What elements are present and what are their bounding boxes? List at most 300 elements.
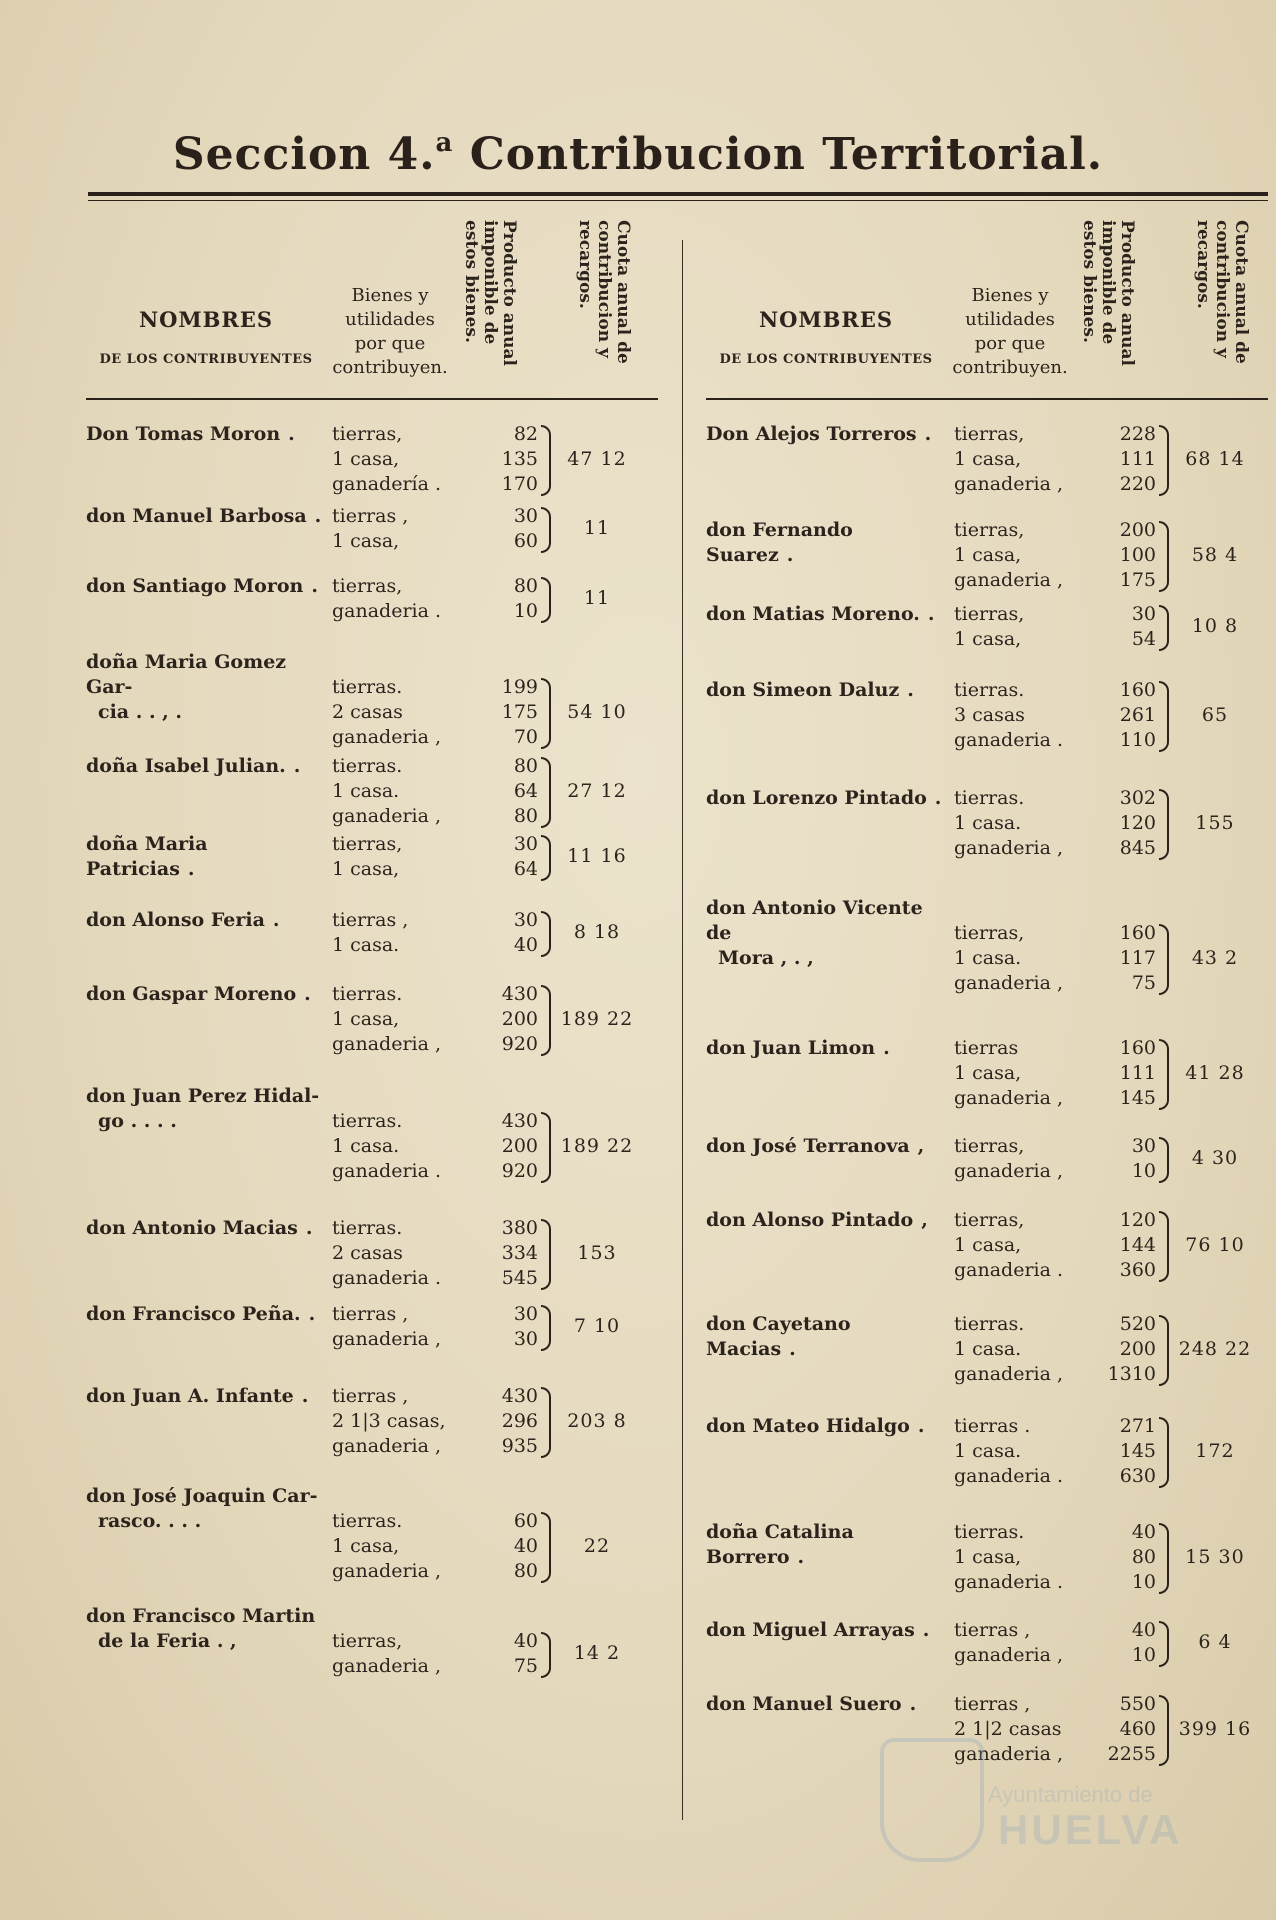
product-value: 10 <box>1131 1644 1156 1666</box>
property-item: ganadería . <box>332 473 442 495</box>
property-item: 1 casa, <box>954 1062 1022 1084</box>
contributor-name <box>86 1484 322 1534</box>
property-items <box>954 678 1094 753</box>
product-value: 935 <box>501 1435 538 1457</box>
property-item: ganaderia . <box>332 1267 442 1289</box>
contributor-name-line2: . <box>187 858 195 880</box>
contributor-name <box>706 602 942 627</box>
property-item: 1 casa, <box>954 544 1022 566</box>
contributor-name <box>86 574 322 599</box>
contributor-name-line1: don Gaspar Moreno <box>86 983 297 1005</box>
cuota-value: 58 4 <box>1191 543 1239 566</box>
product-value: 30 <box>1131 603 1156 625</box>
contributor-name-line2: . <box>311 575 318 597</box>
product-value: 30 <box>513 1303 538 1325</box>
product-values <box>1098 678 1156 753</box>
contributor-name-line2: . <box>314 505 322 527</box>
property-item: 2 casas <box>332 701 403 723</box>
title-sub: Contribucion Territorial. <box>469 129 1104 180</box>
contributor-name-line2: go . . . . <box>98 1110 177 1132</box>
product-value: 75 <box>513 1655 538 1677</box>
property-item: tierras <box>954 1037 1019 1059</box>
cuota-value: 11 <box>583 517 611 539</box>
property-item: tierras. <box>332 676 403 698</box>
product-value: 40 <box>513 1630 538 1652</box>
product-value: 30 <box>513 1328 538 1350</box>
product-values <box>480 908 538 958</box>
contributor-name <box>86 754 322 779</box>
property-items <box>332 908 472 958</box>
brace-mark <box>1159 425 1169 496</box>
property-item: ganaderia . <box>954 1571 1064 1593</box>
property-item: 1 casa. <box>954 1338 1022 1360</box>
header-names <box>86 307 326 367</box>
property-items <box>954 921 1094 996</box>
product-values <box>1098 921 1156 996</box>
product-value: 199 <box>501 676 538 698</box>
contributor-name-line1: don Santiago Moron <box>86 575 304 597</box>
contributor-name-line1: don Antonio Macias <box>86 1217 298 1239</box>
product-value: 430 <box>501 1110 538 1132</box>
property-item: tierras , <box>332 1303 409 1325</box>
product-value: 296 <box>501 1410 538 1432</box>
product-values <box>480 832 538 882</box>
property-item: ganaderia , <box>332 805 442 827</box>
product-value: 30 <box>513 505 538 527</box>
cuota-value: 7 10 <box>573 1315 621 1337</box>
product-value: 40 <box>1131 1619 1156 1641</box>
property-item: 1 casa, <box>954 448 1022 470</box>
property-item: ganaderia , <box>954 1363 1064 1385</box>
brace-mark <box>541 1112 551 1183</box>
brace-mark <box>541 1219 551 1290</box>
cuota-value: 4 30 <box>1191 1147 1239 1169</box>
brace-mark <box>1159 924 1169 995</box>
property-item: 1 casa. <box>332 1135 400 1157</box>
product-values <box>480 754 538 829</box>
product-value: 550 <box>1119 1693 1156 1715</box>
product-value: 145 <box>1119 1440 1156 1462</box>
cuota-value: 22 <box>583 1534 611 1557</box>
page-title <box>0 128 1276 180</box>
product-value: 110 <box>1119 729 1156 751</box>
contributor-name-line1: Don Alejos Torreros <box>706 423 917 445</box>
product-values <box>1098 1520 1156 1595</box>
brace-mark <box>541 757 551 828</box>
cuota-value: 155 <box>1195 811 1235 834</box>
product-value: 920 <box>501 1033 538 1055</box>
property-item: ganaderia . <box>954 1259 1064 1281</box>
brace-mark <box>1159 1523 1169 1594</box>
property-item: ganaderia . <box>332 600 442 622</box>
contributor-name <box>706 1414 942 1439</box>
property-items <box>332 1109 472 1184</box>
brace-mark <box>1159 1039 1169 1110</box>
property-item: tierras. <box>954 1313 1025 1335</box>
product-value: 80 <box>513 575 538 597</box>
contributor-name <box>706 1618 942 1643</box>
contributor-name-line1: don Juan Limon <box>706 1037 876 1059</box>
contributor-name-line1: doña Maria Patricias <box>86 833 208 880</box>
product-values <box>1098 1618 1156 1668</box>
contributor-name-line1: don Mateo Hidalgo <box>706 1415 910 1437</box>
property-items <box>332 1509 472 1584</box>
contributor-name-line1: don Alonso Feria <box>86 909 265 931</box>
contributor-name <box>86 982 322 1007</box>
title-ordinal: a <box>435 128 454 158</box>
contributor-name-line2: . <box>786 544 794 566</box>
title-rule-thick <box>88 192 1268 196</box>
header-names-big: NOMBRES <box>138 307 274 332</box>
contributor-name-line2: . <box>308 1303 316 1325</box>
cuota-value: 15 30 <box>1185 1545 1245 1568</box>
product-values <box>1098 1208 1156 1283</box>
property-items <box>954 1312 1094 1387</box>
cuota-value: 47 12 <box>567 447 627 470</box>
brace-mark <box>1159 1315 1169 1386</box>
product-value: 360 <box>1119 1259 1156 1281</box>
contributor-name-line1: don José Terranova <box>706 1135 910 1157</box>
contributor-name-line1: don Francisco Martin <box>86 1605 316 1627</box>
property-items <box>332 832 472 882</box>
product-value: 30 <box>513 909 538 931</box>
property-item: tierras, <box>954 1135 1025 1157</box>
contributor-name <box>86 504 322 529</box>
product-value: 80 <box>513 1560 538 1582</box>
product-value: 120 <box>1119 812 1156 834</box>
contributor-name <box>706 786 942 811</box>
property-item: tierras, <box>332 833 403 855</box>
contributor-name-line2: Mora , . , <box>718 947 814 969</box>
property-item: 1 casa. <box>954 947 1022 969</box>
property-item: 1 casa, <box>332 530 400 552</box>
property-item: ganaderia . <box>954 729 1064 751</box>
contributor-name-line2: . <box>301 1385 309 1407</box>
brace-mark <box>1159 789 1169 860</box>
cuota-value: 41 28 <box>1185 1061 1245 1084</box>
brace-mark <box>541 507 551 553</box>
property-item: tierras, <box>954 922 1025 944</box>
contributor-name <box>706 422 942 447</box>
property-item: 1 casa, <box>332 1008 400 1030</box>
contributor-name-line2: . <box>934 787 942 809</box>
property-items <box>332 1216 472 1291</box>
product-value: 175 <box>1119 569 1156 591</box>
product-value: 82 <box>513 423 538 445</box>
cuota-value: 11 <box>583 587 611 609</box>
product-value: 111 <box>1119 1062 1156 1084</box>
product-values <box>1098 1414 1156 1489</box>
cuota-value: 172 <box>1195 1439 1235 1462</box>
property-items <box>954 1520 1094 1595</box>
right-table <box>706 212 1268 1832</box>
contributor-name <box>706 1692 942 1717</box>
contributor-name-line1: don Manuel Barbosa <box>86 505 307 527</box>
product-value: 271 <box>1119 1415 1156 1437</box>
property-items <box>954 1134 1094 1184</box>
contributor-name <box>86 1604 322 1654</box>
brace-mark <box>541 678 551 749</box>
product-value: 160 <box>1119 679 1156 701</box>
property-items <box>332 1384 472 1459</box>
contributor-name-line2: . <box>909 1693 917 1715</box>
contributor-name <box>86 650 322 725</box>
property-items <box>332 1302 472 1352</box>
property-item: 2 1|3 casas, <box>332 1410 446 1432</box>
brace-mark <box>1159 681 1169 752</box>
property-items <box>332 675 472 750</box>
property-item: ganaderia . <box>954 1465 1064 1487</box>
property-items <box>954 1208 1094 1283</box>
product-value: 40 <box>1131 1521 1156 1543</box>
property-items <box>332 422 472 497</box>
product-value: 80 <box>513 755 538 777</box>
product-value: 170 <box>501 473 538 495</box>
cuota-value: 68 14 <box>1185 447 1245 470</box>
contributor-name-line2: . <box>797 1546 805 1568</box>
brace-mark <box>1159 521 1169 592</box>
contributor-name-line1: don José Joaquin Car- <box>86 1485 318 1507</box>
property-item: ganaderia , <box>332 1435 442 1457</box>
contributor-name-line2: , <box>921 1209 928 1231</box>
product-values <box>480 1384 538 1459</box>
cuota-value: 76 10 <box>1185 1233 1245 1256</box>
contributor-name <box>86 832 322 882</box>
contributor-name-line2: cia . . , . <box>98 701 183 723</box>
property-items <box>954 1036 1094 1111</box>
product-value: 10 <box>1131 1571 1156 1593</box>
contributor-name <box>86 908 322 933</box>
product-values <box>1098 786 1156 861</box>
header-bienes: Bienes y utilidades por que contribuyen. <box>952 285 1068 378</box>
cuota-value: 10 8 <box>1191 615 1239 637</box>
contributor-name <box>86 1302 322 1327</box>
brace-mark <box>541 1387 551 1458</box>
header-cuota: Cuota anual de contribucion y recargos. <box>575 220 633 364</box>
property-items <box>332 982 472 1057</box>
product-value: 135 <box>501 448 538 470</box>
product-value: 630 <box>1119 1465 1156 1487</box>
brace-mark <box>541 985 551 1056</box>
product-value: 40 <box>513 1535 538 1557</box>
brace-mark <box>541 1305 551 1351</box>
cuota-value: 203 8 <box>567 1409 627 1432</box>
property-item: 3 casas <box>954 704 1025 726</box>
contributor-name-line2: . <box>883 1037 890 1059</box>
property-items <box>954 602 1094 652</box>
property-item: 1 casa. <box>954 812 1022 834</box>
product-value: 160 <box>1119 922 1156 944</box>
property-item: tierras, <box>954 1209 1025 1231</box>
property-item: ganaderia , <box>332 1328 442 1350</box>
contributor-name <box>706 1208 942 1233</box>
product-values <box>480 675 538 750</box>
product-value: 40 <box>513 934 538 956</box>
property-item: ganaderia , <box>954 569 1064 591</box>
contributor-name-line2: . <box>922 1619 930 1641</box>
property-item: tierras, <box>332 1630 403 1652</box>
header-bienes: Bienes y utilidades por que contribuyen. <box>332 285 448 378</box>
property-item: tierras , <box>332 505 409 527</box>
contributor-name-line1: don Juan A. Infante <box>86 1385 294 1407</box>
property-items <box>332 504 472 554</box>
property-items <box>954 786 1094 861</box>
product-value: 460 <box>1119 1718 1156 1740</box>
header-producto: Producto anual imponible de estos bienes. <box>461 220 519 366</box>
product-value: 200 <box>1119 1338 1156 1360</box>
brace-mark <box>1159 1621 1169 1667</box>
contributor-name <box>706 1036 942 1061</box>
cuota-value: 399 16 <box>1178 1717 1252 1740</box>
property-item: ganaderia , <box>332 726 442 748</box>
product-values <box>1098 518 1156 593</box>
product-value: 100 <box>1119 544 1156 566</box>
contributor-name-line1: don Manuel Suero <box>706 1693 902 1715</box>
title-rule-thin <box>88 200 1268 201</box>
product-values <box>1098 602 1156 652</box>
property-item: tierras , <box>954 1619 1031 1641</box>
crest-icon <box>880 1738 984 1862</box>
product-value: 111 <box>1119 448 1156 470</box>
product-value: 64 <box>513 780 538 802</box>
contributor-name-line1: doña Isabel Julian. <box>86 755 286 777</box>
brace-mark <box>1159 1417 1169 1488</box>
contributor-name-line1: doña Maria Gomez Gar- <box>86 651 287 698</box>
contributor-name-line2: . <box>305 1217 313 1239</box>
brace-mark <box>541 1632 551 1678</box>
product-value: 430 <box>501 983 538 1005</box>
contributor-name-line1: don Lorenzo Pintado <box>706 787 927 809</box>
property-item: 2 1|2 casas <box>954 1718 1062 1740</box>
header-producto: Producto anual imponible de estos bienes. <box>1079 220 1137 366</box>
product-value: 160 <box>1119 1037 1156 1059</box>
brace-mark <box>1159 605 1169 651</box>
product-values <box>1098 422 1156 497</box>
contributor-name <box>86 422 322 447</box>
contributor-name-line2: . <box>789 1338 796 1360</box>
contributor-name <box>706 1134 942 1159</box>
cuota-value: 189 22 <box>560 1007 634 1030</box>
property-item: tierras , <box>332 1385 409 1407</box>
contributor-name-line2: . <box>293 755 301 777</box>
property-item: ganaderia , <box>332 1655 442 1677</box>
product-values <box>480 1302 538 1352</box>
product-value: 261 <box>1119 704 1156 726</box>
product-value: 845 <box>1119 837 1156 859</box>
property-items <box>954 518 1094 593</box>
column-divider <box>682 240 683 1820</box>
product-values <box>480 1509 538 1584</box>
property-item: ganaderia , <box>954 972 1064 994</box>
contributor-name <box>86 1216 322 1241</box>
product-value: 2255 <box>1107 1743 1156 1765</box>
property-item: 1 casa, <box>332 858 400 880</box>
contributor-name-line1: don Antonio Vicente de <box>706 897 923 944</box>
property-items <box>332 1629 472 1679</box>
product-value: 175 <box>501 701 538 723</box>
product-value: 80 <box>1131 1546 1156 1568</box>
product-values <box>480 1109 538 1184</box>
product-value: 10 <box>1131 1160 1156 1182</box>
watermark <box>880 1728 1210 1858</box>
product-value: 228 <box>1119 423 1156 445</box>
property-item: ganaderia , <box>954 1743 1064 1765</box>
brace-mark <box>541 835 551 881</box>
contributor-name-line2: rasco. . . . <box>98 1510 202 1532</box>
property-item: tierras, <box>954 603 1025 625</box>
product-value: 145 <box>1119 1087 1156 1109</box>
brace-mark <box>1159 1137 1169 1183</box>
contributor-name-line1: don Cayetano Macias <box>706 1313 851 1360</box>
contributor-name-line2: . <box>927 603 935 625</box>
contributor-name-line1: don Alonso Pintado <box>706 1209 914 1231</box>
property-item: tierras, <box>954 423 1025 445</box>
cuota-value: 14 2 <box>573 1642 621 1664</box>
contributor-name-line1: don Simeon Daluz <box>706 679 900 701</box>
product-value: 920 <box>501 1160 538 1182</box>
header-cuota: Cuota anual de contribucion y recargos. <box>1193 220 1251 364</box>
property-item: tierras, <box>332 423 403 445</box>
contributor-name-line2: . <box>907 679 914 701</box>
product-values <box>480 574 538 624</box>
property-item: ganaderia , <box>332 1560 442 1582</box>
product-value: 144 <box>1119 1234 1156 1256</box>
product-value: 54 <box>1131 628 1156 650</box>
product-values <box>1098 1312 1156 1387</box>
contributor-name-line2: . <box>917 1415 925 1437</box>
property-item: ganaderia , <box>954 1160 1064 1182</box>
property-item: ganaderia , <box>954 1644 1064 1666</box>
cuota-value: 6 4 <box>1198 1631 1232 1653</box>
contributor-name-line2: de la Feria . , <box>98 1630 237 1652</box>
property-items <box>954 1414 1094 1489</box>
property-item: 1 casa, <box>954 1234 1022 1256</box>
property-item: ganaderia , <box>954 837 1064 859</box>
product-value: 200 <box>1119 519 1156 541</box>
header-names-big: NOMBRES <box>758 307 894 332</box>
property-item: ganaderia , <box>954 1087 1064 1109</box>
contributor-name-line2: . <box>304 983 311 1005</box>
property-item: tierras , <box>954 1693 1031 1715</box>
product-value: 30 <box>513 833 538 855</box>
brace-mark <box>1159 1211 1169 1282</box>
header-rule <box>706 398 1268 400</box>
contributor-name <box>706 518 942 568</box>
product-value: 117 <box>1119 947 1156 969</box>
brace-mark <box>541 1512 551 1583</box>
product-value: 334 <box>501 1242 538 1264</box>
cuota-value: 43 2 <box>1191 946 1239 969</box>
product-value: 80 <box>513 805 538 827</box>
product-value: 430 <box>501 1385 538 1407</box>
property-item: 1 casa, <box>954 1546 1022 1568</box>
product-value: 60 <box>513 1510 538 1532</box>
property-items <box>332 754 472 829</box>
property-item: ganaderia , <box>954 473 1064 495</box>
contributor-name <box>706 678 942 703</box>
contributor-name-line2: , <box>917 1135 925 1157</box>
cuota-value: 248 22 <box>1178 1337 1252 1360</box>
right-table-header <box>706 212 1268 398</box>
contributor-name-line2: . <box>924 423 932 445</box>
cuota-value: 65 <box>1201 703 1229 726</box>
header-rule <box>86 398 658 400</box>
product-values <box>480 1629 538 1679</box>
contributor-name-line1: don Fernando Suarez <box>706 519 853 566</box>
property-items <box>332 574 472 624</box>
header-names-small: DE LOS CONTRIBUYENTES <box>99 352 313 367</box>
cuota-value: 11 16 <box>567 845 627 867</box>
